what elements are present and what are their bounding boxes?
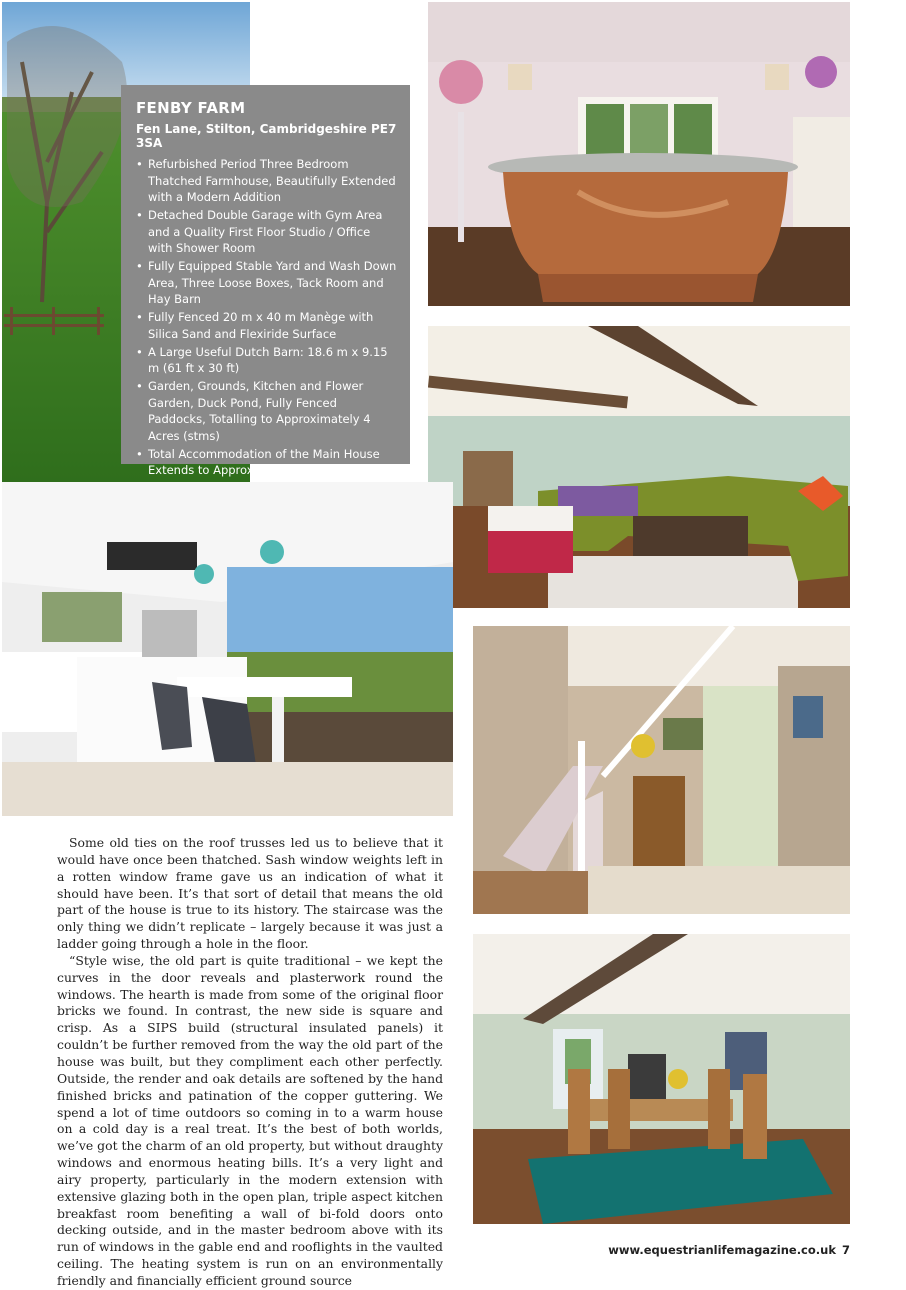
feature-item: • Garden, Grounds, Kitchen and Flower Garden, Duck Pond, Fully Fenced Paddocks, Totalling to Approximately 4 Acres (stms)	[148, 378, 398, 444]
feature-item: • Detached Double Garage with Gym Area and a Quality First Floor Studio / Office with Shower Room	[148, 207, 398, 257]
article-body	[57, 835, 443, 1290]
feature-item: • Refurbished Period Three Bedroom Thatched Farmhouse, Beautifully Extended with a Modern Addition	[148, 156, 398, 206]
page-number: 7	[841, 1243, 850, 1257]
magazine-url: www.equestrianlifemagazine.co.uk	[608, 1243, 836, 1257]
page-footer	[608, 1243, 850, 1257]
property-address: Fen Lane, Stilton, Cambridgeshire PE7 3SA	[136, 122, 397, 150]
feature-list	[136, 156, 398, 479]
feature-item: • Fully Equipped Stable Yard and Wash Down Area, Three Loose Boxes, Tack Room and Hay Barn	[148, 258, 398, 308]
kitchen-photo	[2, 482, 453, 816]
dining-room-photo	[473, 934, 850, 1224]
bathroom-photo	[428, 2, 850, 306]
article-paragraph: Some old ties on the roof trusses led us to believe that it would have once been thatched. Sash window weights left in a rotten window frame gave us an indication of what it should have been. It’s that sort of detail that means the old part of the house is true to its history. The staircase was the only thing we didn’t replicate – largely because it was just a ladder going through a hole in the floor.	[57, 835, 443, 952]
property-info-box	[121, 85, 410, 477]
staircase-photo	[473, 626, 850, 914]
feature-item: • Fully Fenced 20 m x 40 m Manège with Silica Sand and Flexiride Surface	[148, 309, 398, 342]
article-paragraph: “Style wise, the old part is quite traditional – we kept the curves in the door reveals and plasterwork round the windows. The hearth is made from some of the original floor bricks we found. In contrast, the new side is square and crisp. As a SIPS build (structural insulated panels) it couldn’t be further removed from the way the old part of the house was built, but they compliment each other perfectly. Outside, the render and oak details are softened by the hand finished bricks and patination of the copper guttering. We spend a lot of time outdoors so coming in to a warm house on a cold day is a real treat. It’s the best of both worlds, we’ve got the charm of an old property, but without draughty windows and enormous heating bills. It’s a very light and airy property, particularly in the modern extension with extensive glazing both in the open plan, triple aspect kitchen breakfast room benefiting a wall of bi-fold doors onto decking outside, and in the master bedroom above with its run of windows in the gable end and rooflights in the vaulted ceiling. The heating system is run on an environmentally friendly and financially efficient ground source	[57, 952, 443, 1288]
property-title: FENBY FARM	[136, 99, 246, 117]
feature-item: • Total Accommodation of the Main House Extends to Approximately 2075 Sq. Ft.	[148, 446, 398, 479]
living-room-photo	[428, 326, 850, 608]
feature-item: • A Large Useful Dutch Barn: 18.6 m x 9.15 m (61 ft x 30 ft)	[148, 344, 398, 377]
